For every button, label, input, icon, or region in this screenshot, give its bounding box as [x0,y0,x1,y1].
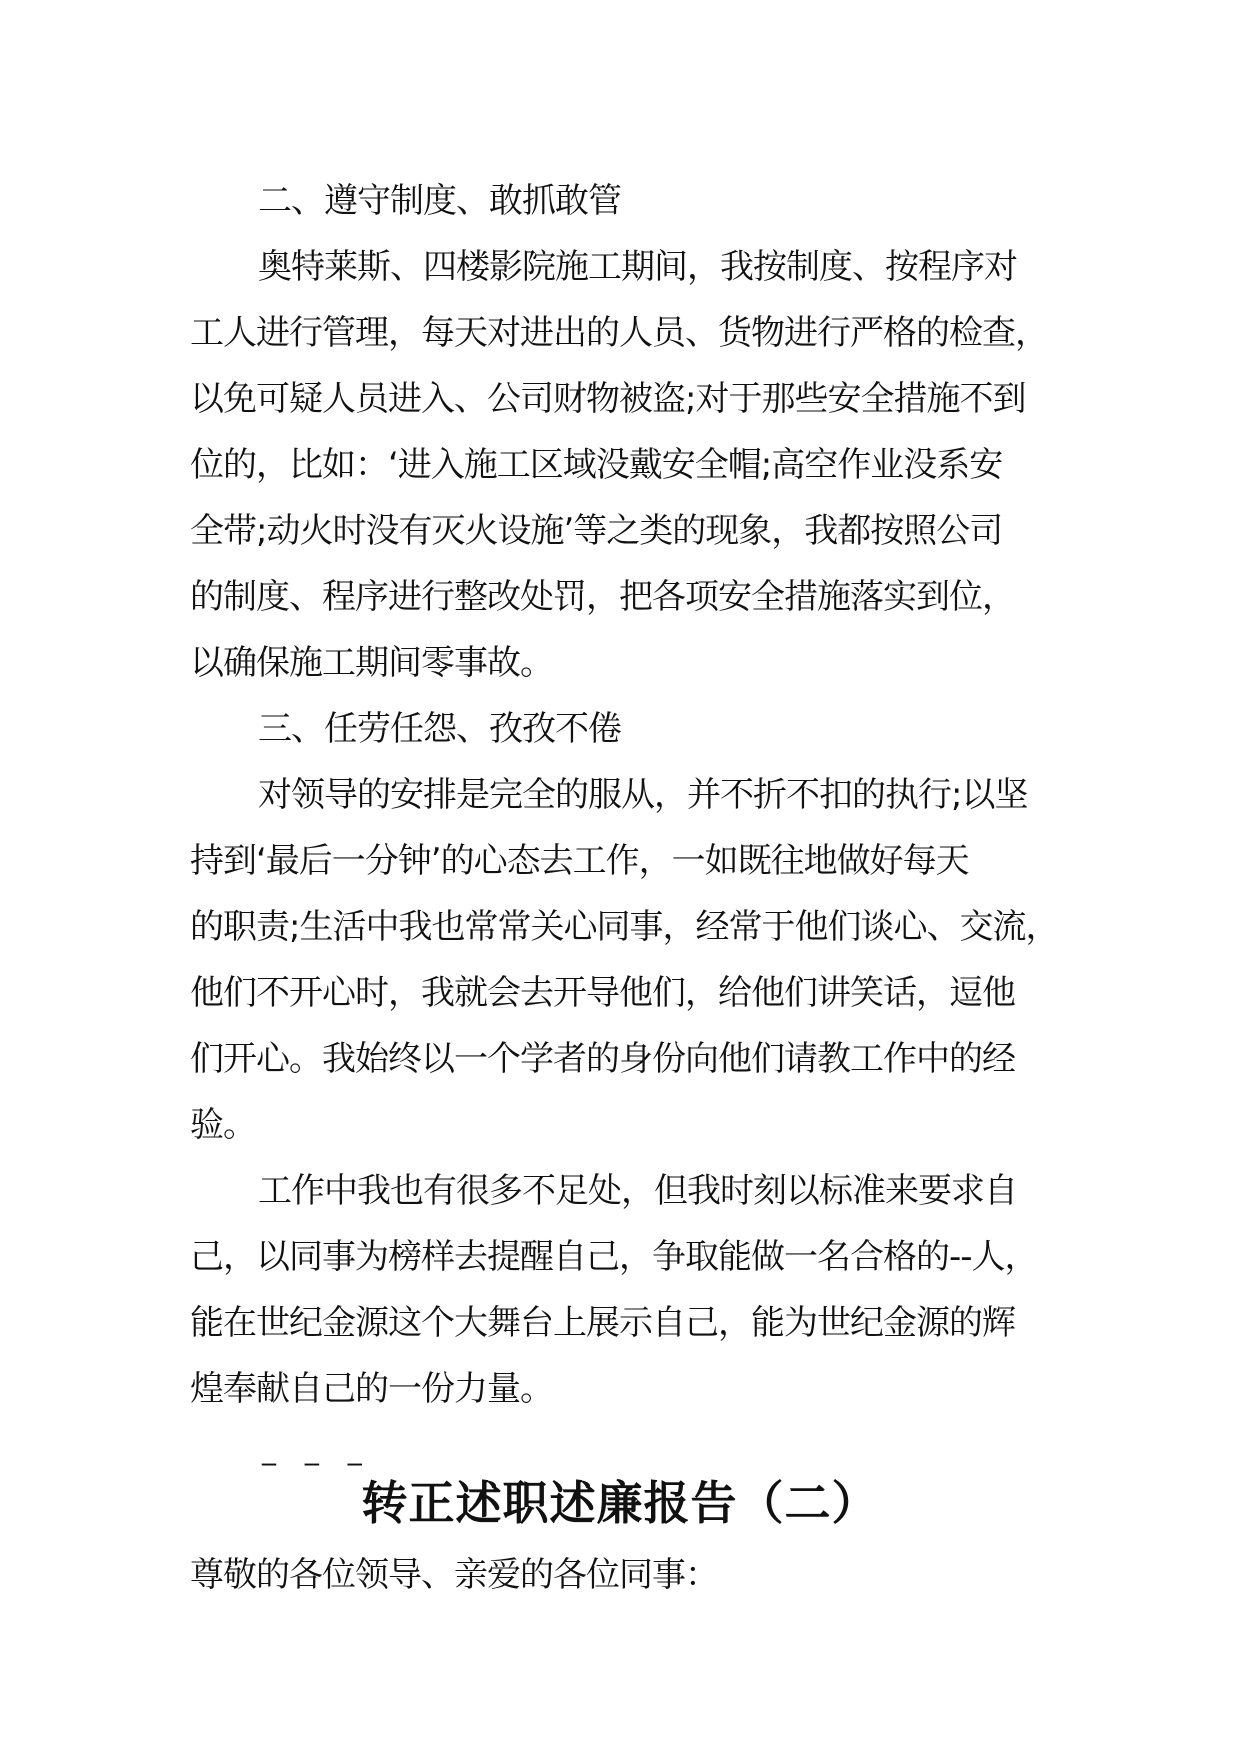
paragraph-line: 的职责;生活中我也常常关心同事，经常于他们谈心、交流， [190,907,1059,947]
paragraph-line: 能在世纪金源这个大舞台上展示自己，能为世纪金源的辉 [190,1303,1015,1343]
paragraph-line: 们开心。我始终以一个学者的身份向他们请教工作中的经 [190,1039,1015,1079]
closing-paragraph [190,1158,1070,1422]
paragraph-line: 以确保施工期间零事故。 [190,643,553,683]
paragraph-line: 他们不开心时，我就会去开导他们，给他们讲笑话，逗他 [190,973,1015,1013]
paragraph-line: 位的，比如：‘进入施工区域没戴安全帽;高空作业没系安 [190,445,1003,485]
paragraph-line: 工作中我也有很多不足处，但我时刻以标准来要求自 [258,1171,1017,1211]
section-heading-2: 二、遵守制度、敢抓敢管 [258,181,621,221]
report-title: 转正述职述廉报告（二） [361,1476,879,1530]
paragraph-line: 全带;动火时没有灭火设施’等之类的现象，我都按照公司 [190,511,1003,551]
greeting-line: 尊敬的各位领导、亲爱的各位同事： [190,1555,718,1595]
section-heading-3: 三、任劳任怨、孜孜不倦 [258,709,621,749]
paragraph-line: 奥特莱斯、四楼影院施工期间，我按制度、按程序对 [258,247,1017,287]
paragraph-line: 对领导的安排是完全的服从，并不折不扣的执行;以坚 [258,775,1028,815]
section-2-paragraph [190,234,1070,696]
section-separator: _ _ _ [262,1433,372,1466]
paragraph-line: 验。 [190,1105,256,1145]
paragraph-line: 的制度、程序进行整改处罚，把各项安全措施落实到位， [190,577,1015,617]
section-3-paragraph [190,762,1070,1158]
paragraph-line: 煌奉献自己的一份力量。 [190,1369,553,1409]
paragraph-line: 工人进行管理，每天对进出的人员、货物进行严格的检查， [190,313,1048,353]
paragraph-line: 持到‘最后一分钟’的心态去工作，一如既往地做好每天 [190,841,969,881]
paragraph-line: 己，以同事为榜样去提醒自己，争取能做一名合格的--人， [190,1237,1038,1277]
paragraph-line: 以免可疑人员进入、公司财物被盗;对于那些安全措施不到 [190,379,1026,419]
